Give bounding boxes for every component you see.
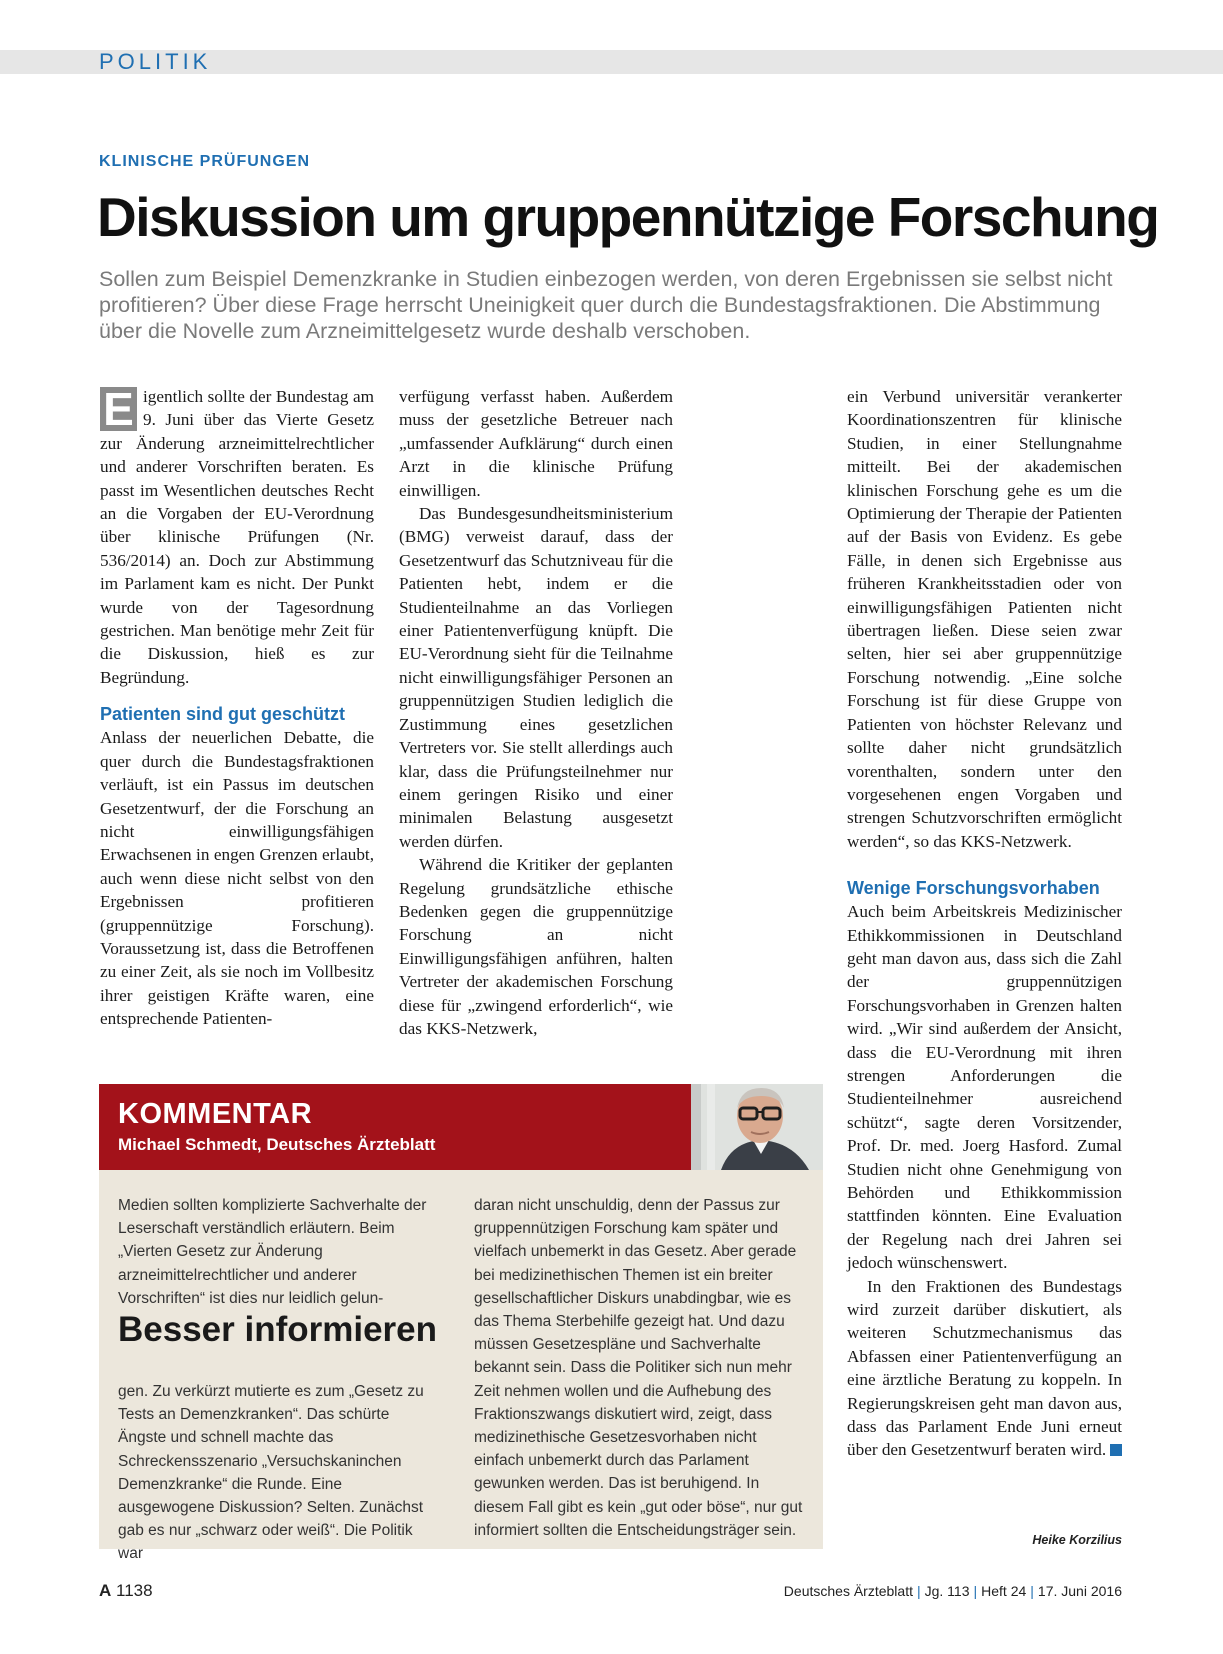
paragraph: Anlass der neuerlichen Debatte, die quer durch die Bundestagsfraktionen verläuft, ist ein Passus im deutschen Gesetzentwurf, der die Forschung an nicht einwilligungsfähigen Erwachsenen in engen Grenzen erlaubt, auch wenn diese nicht selbst von den Ergebnissen profitieren (gruppennützige Forschung). Voraussetzung ist, dass die Betroffenen zu einer Zeit, als sie noch im Vollbesitz ihrer geistigen Kräfte waren, eine entsprechende Patienten-	[100, 728, 374, 1029]
paragraph: Während die Kritiker der geplanten Regelung grundsätzliche ethische Bedenken gegen die gruppennützige Forschung an nicht Einwilligungsfähigen anführen, halten Vertreter der akademischen Forschung diese für „zwingend erforderlich“, wie das KKS-Netzwerk,	[399, 855, 673, 1038]
separator: |	[1030, 1583, 1034, 1599]
journal-issue: Heft 24	[981, 1583, 1027, 1599]
byline: Heike Korzilius	[1032, 1533, 1122, 1547]
kommentar-text-column-2: daran nicht unschuldig, denn der Passus zur gruppennützigen Forschung kam später und vielfach unbemerkt in das Gesetz. Aber gerade bei medizinethischen Themen ist ein breiter gesellschaftlicher Diskurs unabdingbar, wie es das Thema Sterbehilfe gezeigt hat. Und dazu müssen Gesetzespläne und Sachverhalte bekannt sein. Dass die Politiker sich nun mehr Zeit nehmen wollen und die Aufhebung des Fraktionszwangs diskutiert wird, zeigt, dass medizinethische Gesetzesvorhaben nicht einfach unbemerkt durch das Parlament gewunken werden. Das ist beruhigend. In diesem Fall gibt es kein „gut oder böse“, nur gut informiert sollten die Entscheidungsträger sein.	[474, 1197, 803, 1539]
paragraph: ein Verbund universitär verankerter Koordinationszentren für klinische Studien, in einer Stellungnahme mitteilt. Bei der akademischen klinischen Forschung gehe es um die Optimierung der Therapie der Patienten auf der Basis von Evidenz. Es gebe Fälle, in denen sich Ergebnisse aus früheren Krankheitsstadien oder von einwilligungsfähigen Patienten nicht übertragen ließen. Diese seien zwar selten, hier sei aber gruppennützige Forschung notwendig. „Eine solche Forschung ist für diese Gruppe von Patienten von höchster Relevanz und sollte daher nicht grundsätzlich vorenthalten, sondern unter den vorgesehenen engen Vorgaben und strengen Schutzvorschriften ermöglicht werden“, so das KKS-Netzwerk.	[847, 387, 1122, 851]
paragraph: Auch beim Arbeitskreis Medizinischer Ethikkommissionen in Deutschland geht man davon aus, dass sich die Zahl der gruppennützigen Forschungsvorhaben in Grenzen halten wird. „Wir sind außerdem der Ansicht, dass die EU-Verordnung mit ihren strengen Anforderungen die Studienteilnehmer ausreichend schützt“, sagte deren Vorsitzender, Prof. Dr. med. Joerg Hasford. Zumal Studien nicht ohne Genehmigung von Behörden und Ethikkommission stattfinden könnten. Eine Evaluation der Regelung nach drei Jahren sei jedoch wünschenswert.	[847, 902, 1122, 1273]
journal-name: Deutsches Ärzteblatt	[783, 1583, 913, 1599]
page-number	[99, 1581, 153, 1601]
kommentar-box	[99, 1084, 823, 1563]
paragraph-text: In den Fraktionen des Bundestags wird zurzeit darüber diskutiert, als weiteren Schutzmechanismus das Abfassen einer Patientenverfügung an eine ärztliche Beratung zu koppeln. In Regierungskreisen geht man davon aus, dass das Parlament Ende Juni erneut über den Gesetzentwurf beraten wird.	[847, 1276, 1122, 1460]
journal-footer	[784, 1583, 1122, 1599]
page-number-value: 1138	[116, 1581, 153, 1600]
dropcap: E	[100, 387, 137, 431]
author-portrait-icon	[691, 1084, 823, 1170]
article-lead: Sollen zum Beispiel Demenzkranke in Studien einbezogen werden, von deren Ergebnissen sie selbst nicht profitieren? Über diese Frage herrscht Uneinigkeit quer durch die Bundestagsfraktionen. Die Abstimmung über die Novelle zum Arzneimittelgesetz wurde deshalb verschoben.	[99, 267, 1113, 343]
journal-date: 17. Juni 2016	[1037, 1583, 1122, 1599]
separator: |	[916, 1583, 921, 1599]
kommentar-author: Michael Schmedt, Deutsches Ärzteblatt	[118, 1135, 436, 1154]
article-column-1	[100, 385, 374, 1031]
kommentar-label: KOMMENTAR	[118, 1098, 313, 1130]
kommentar-headline: Besser informieren	[118, 1310, 438, 1349]
kommentar-text-top: Medien sollten komplizierte Sachverhalte der Leserschaft verständlich erläutern. Beim „Vierten Gesetz zur Änderung arzneimittelrechtlicher und anderer Vorschriften“ ist dies nur leidlich gelun-	[118, 1197, 427, 1307]
article-column-2	[399, 385, 673, 1040]
separator: |	[973, 1583, 978, 1599]
section-label: POLITIK	[99, 49, 212, 74]
page-prefix: A	[99, 1581, 112, 1600]
article-kicker: KLINISCHE PRÜFUNGEN	[99, 153, 311, 170]
author-photo	[691, 1084, 823, 1170]
journal-volume: Jg. 113	[924, 1583, 970, 1599]
kommentar-banner	[99, 1084, 691, 1170]
kommentar-text-bottom: gen. Zu verkürzt mutierte es zum „Gesetz zu Tests an Demenzkranken“. Das schürte Ängste und schnell machte das Schreckensszenario „Versuchskaninchen Demenzkranke“ die Runde. Eine ausgewogene Diskussion? Selten. Zunächst gab es nur „schwarz oder weiß“. Die Politik war	[118, 1383, 424, 1563]
paragraph	[847, 1275, 1122, 1462]
paragraph: verfügung verfasst haben. Außerdem muss der gesetzliche Betreuer nach „umfassender Aufklärung“ durch einen Arzt in die klinische Prüfung einwilligen.	[399, 387, 673, 500]
paragraph	[100, 385, 374, 689]
subheading: Wenige Forschungsvorhaben	[847, 878, 1100, 899]
paragraph-text: igentlich sollte der Bundestag am 9. Juni über das Vierte Gesetz zur Änderung arzneimittelrechtlicher und anderer Vorschriften beraten. Es passt im Wesentlichen deutsches Recht an die Vorgaben der EU-Verordnung über klinische Prüfungen (Nr. 536/2014) an. Doch zur Abstimmung im Parlament kam es nicht. Der Punkt wurde von der Tagesordnung gestrichen. Man benötige mehr Zeit für die Diskussion, hieß es zur Begründung.	[100, 387, 374, 687]
end-mark-icon	[1110, 1444, 1122, 1456]
article-column-3	[847, 385, 1122, 1462]
subheading: Patienten sind gut geschützt	[100, 704, 346, 725]
paragraph: Das Bundesgesundheitsministerium (BMG) verweist darauf, dass der Gesetzentwurf das Schutzniveau für die Patienten hebt, indem er die Studienteilnahme an das Vorliegen einer Patientenverfügung knüpft. Die EU-Verordnung sieht für die Teilnahme nicht einwilligungsfähiger Personen an gruppennützigen Studien lediglich die Zustimmung eines gesetzlichen Vertreters vor. Sie stellt allerdings auch klar, dass die Prüfungsteilnehmer nur einem geringen Risiko und einer minimalen Belastung ausgesetzt werden dürfen.	[399, 504, 673, 851]
article-headline: Diskussion um gruppennützige Forschung	[97, 186, 1159, 248]
